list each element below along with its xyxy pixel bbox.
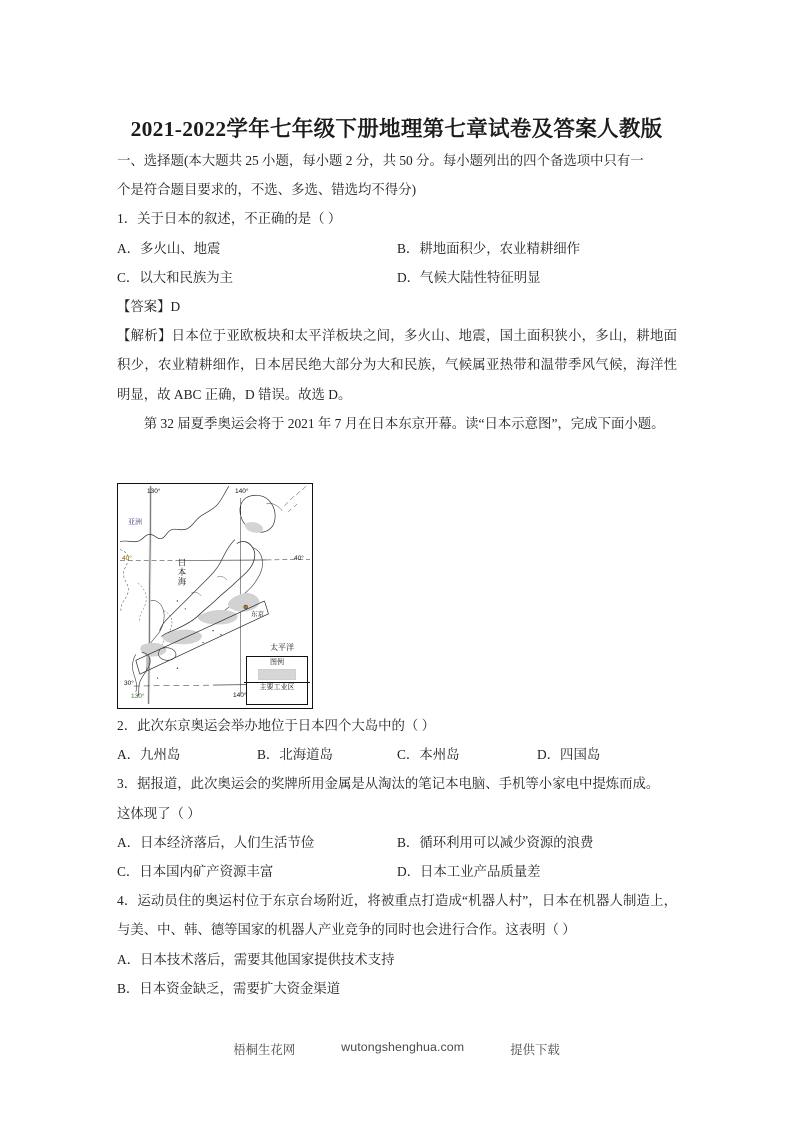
map-label-latitude-40-right: 40°: [294, 555, 304, 562]
question-3-option-a: A．日本经济落后，人们生活节俭: [117, 834, 315, 850]
passage-text: 第 32 届夏季奥运会将于 2021 年 7 月在日本东京开幕。读“日本示意图”，完成下面小题。: [143, 415, 665, 431]
question-3-options-row-2: [117, 857, 677, 886]
footer-download-text: 提供下载: [510, 1043, 560, 1057]
question-1-options-row-1: [117, 234, 677, 263]
question-1-options-row-2: [117, 263, 677, 292]
map-label-latitude-40-left: 40°: [122, 555, 132, 562]
question-2-option-c: C．本州岛: [397, 747, 460, 763]
map-label-longitude-140-bottom: 140°: [233, 692, 247, 699]
footer-site-name: 梧桐生花网: [233, 1043, 296, 1057]
document-body: [117, 146, 677, 438]
question-3-stem-line-2: 这体现了（ ）: [117, 805, 201, 821]
map-label-longitude-130-bottom: 130°: [131, 693, 145, 700]
question-2-option-b: B．北海道岛: [257, 747, 333, 763]
question-3-option-d: D．日本工业产品质量差: [397, 864, 541, 880]
map-label-longitude-130-top: 130°: [147, 488, 161, 495]
page-title: 2021-2022学年七年级下册地理第七章试卷及答案人教版: [130, 117, 663, 142]
question-1-option-d: D．气候大陆性特征明显: [397, 269, 541, 285]
question-3-option-b: B．循环利用可以减少资源的浪费: [397, 834, 594, 850]
map-legend: [246, 656, 308, 705]
map-label-tokyo: 东京: [251, 611, 264, 618]
question-1-stem: 1．关于日本的叙述，不正确的是（ ）: [117, 211, 342, 227]
question-2-option-a: A．九州岛: [117, 747, 181, 763]
map-label-pacific-ocean: 太平洋: [270, 643, 294, 652]
question-1-option-b: B．耕地面积少，农业精耕细作: [397, 240, 581, 256]
question-2-option-d: D．四国岛: [537, 747, 601, 763]
question-2-stem: 2．此次东京奥运会举办地位于日本四个大岛中的（ ）: [117, 718, 436, 733]
question-4-stem: 4．运动员住的奥运村位于东京台场附近，将被重点打造成“机器人村”，日本在机器人制造上，与美、中、韩、德等国家的机器人产业竞争的同时也会进行合作。这表明（ ）: [117, 893, 677, 938]
footer-url[interactable]: wutongshenghua.com: [341, 1040, 465, 1054]
question-1-option-a: A．多火山、地震: [117, 240, 221, 256]
map-legend-item-label: 主要工业区: [244, 682, 310, 691]
map-label-longitude-140-top: 140°: [235, 488, 249, 495]
question-1-answer: 【答案】D: [117, 299, 181, 315]
japan-map-figure: [117, 483, 313, 709]
section-heading-line-2: 个是符合题目要求的，不选、多选、错选均不得分): [117, 182, 417, 198]
document-body-lower: [117, 711, 677, 1003]
map-label-sea-of-japan: 日本海: [177, 558, 187, 587]
question-3-options-row-1: [117, 828, 677, 857]
page-footer: [0, 1040, 793, 1058]
question-3-stem-line-1: 3．据报道，此次奥运会的奖牌所用金属是从淘汰的笔记本电脑、手机等小家电中提炼而成。: [117, 776, 660, 792]
map-label-asia: 亚洲: [128, 519, 142, 526]
question-2-options: [117, 740, 677, 769]
question-4-option-b: B．日本资金缺乏，需要扩大资金渠道: [117, 980, 341, 996]
question-1-analysis: 【解析】日本位于亚欧板块和太平洋板块之间，多火山、地震，国土面积狭小，多山，耕地面积少，农业精耕细作，日本居民绝大部分为大和民族，气候属亚热带和温带季风气候，海洋性明显，故 ABC 正确，D 错误。故选 D。: [117, 328, 677, 402]
map-legend-swatch: [258, 669, 296, 680]
section-heading-line-1: 一、选择题(本大题共 25 小题，每小题 2 分，共 50 分。每小题列出的四个备选项中只有一: [117, 153, 644, 168]
question-3-option-c: C．日本国内矿产资源丰富: [117, 864, 274, 880]
map-legend-title: 图例: [270, 659, 284, 666]
map-label-latitude-30-left: 30°: [124, 680, 134, 687]
map-frame: [117, 483, 313, 709]
question-4-option-a: A．日本技术落后，需要其他国家提供技术支持: [117, 951, 395, 967]
question-1-option-c: C．以大和民族为主: [117, 269, 234, 285]
